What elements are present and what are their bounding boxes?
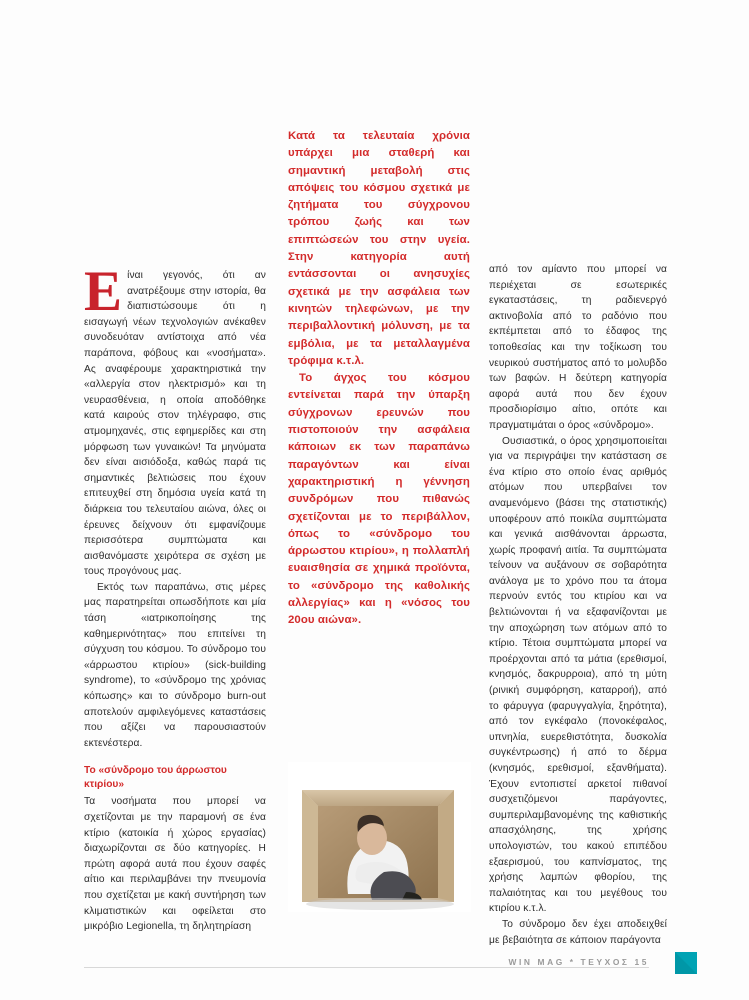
article-photo: [288, 762, 471, 912]
paragraph: Κατά τα τελευταία χρόνια υπάρχει μια σταθερή και σημαντική μεταβολή στις απόψεις του κόσμου σχετικά με ζητήματα του σύγχρονου τρόπου ζωής και των επιπτώσεών του στην υγεία. Στην κατηγορία αυτή εντάσσονται οι ανησυχίες σχετικά με την ασφάλεια των κινητών τηλεφώνων, με την περιβαλλοντική μόλυνση, με τα εμβόλια, με τα μεταλλαγμένα τρόφιμα κ.τ.λ.: [288, 130, 470, 367]
paragraph: Το σύνδρομο δεν έχει αποδειχθεί με βεβαιότητα σε κάποιον παράγοντα: [489, 918, 667, 946]
paragraph: Εκτός των παραπάνω, στις μέρες μας παρατηρείται οπωσδήποτε και μία τάση «ιατρικοποίησης της καθημερινότητας» που επιτείνει τη σύγχυση του κόσμου. Το σύνδρομο του «άρρωστου κτιρίου» (sick-building syndrome), το «σύνδρομο της χρόνιας κόπωσης» και το σύνδρομο burn-out αποτελούν αμφιλεγόμενες καταστάσεις που αξίζει να παρουσιαστούν εκτενέστερα.: [84, 581, 266, 749]
left-column-body: [84, 260, 266, 751]
pullquote-text: [288, 128, 470, 630]
page-footer: [0, 949, 749, 987]
middle-highlight-column: [288, 128, 470, 630]
paragraph: Το άγχος του κόσμου εντείνεται παρά την ύπαρξη σύγχρονων ερευνών που πιστοποιούν την ασφάλεια κάποιων εκ των παραπάνω παραγόντων και είναι χαρακτηριστική η γέννηση συνδρόμων που πιθανώς σχετίζονται με το περιβάλλον, όπως το «σύνδρομο του άρρωστου κτιρίου», η πολλαπλή ευαισθησία σε χημικά προϊόντα, το «σύνδρομο της καθολικής αλλεργίας» και η «νόσος του 20ου αιώνα».: [288, 372, 470, 627]
right-column-body: [489, 262, 667, 948]
paragraph: Τα νοσήματα που μπορεί να σχετίζονται με την παραμονή σε ένα κτίριο (κατοικία ή χώρος εργασίας) διαχωρίζονται σε δύο κατηγορίες. Η πρώτη αφορά αυτά που έχουν σαφές αίτιο και περιλαμβάνει την πνευμονία που σχετίζεται με κακή συντήρηση των κλιματιστικών και οφείλεται στο μικρόβιο Legionella, τη δηλητηρίαση: [84, 796, 266, 933]
left-column-body-continued: [84, 794, 266, 934]
paragraph: από τον αμίαντο που μπορεί να περιέχεται σε εσωτερικές εγκαταστάσεις, τη ραδιενεργό ακτινοβολία από το ραδόνιο που εκπέμπεται από το έδαφος της τοποθεσίας και την τοξίκωση του νευρικού συστήματος από το μολυβδο των βαφών. Η δεύτερη κατηγορία αφορά αυτά που δεν έχουν προσδιορίσιμο αίτιο, οπότε και πραγματιμάται ο όρος «σύνδρομο».: [489, 264, 667, 431]
left-text-column: [84, 260, 266, 935]
footer-label: WIN MAG * ΤΕΥΧΟΣ 15: [508, 957, 649, 967]
paragraph-text: ίναι γεγονός, ότι αν ανατρέξουμε στην ιστορία, θα διαπιστώσουμε ότι η εισαγωγή νέων τεχνολογιών ανέκαθεν συνοδευόταν αντίστοιχα από νέα παράπονα, φόβους και «νοσήματα». Ας αναφέρουμε χαρακτηριστικά την «αλλεργία στον ηλεκτρισμό» και τη νευρασθένεια, η οποία αποδόθηκε κατά καιρούς στον τηλέγραφο, στις ατμομηχανές, στις εφημερίδες και στη μόρφωση των γυναικών! Τα μηνύματα δεν είναι αισιόδοξα, καθώς παρά τις σημαντικές βελτιώσεις που έχουν επιτευχθεί στη δημόσια υγεία κατά τη διάρκεια του τελευταίου αιώνα, όλες οι έρευνες δείχνουν ότι εμφανίζουμε περισσότερα συμπτώματα και αισθανόμαστε χειρότερα σε σχέση με τους προγόνους μας.: [84, 270, 266, 578]
paragraph: Ουσιαστικά, ο όρος χρησιμοποιείται για να περιγράψει την κατάσταση σε ένα κτίριο στο οποίο ένας αριθμός ατόμων που υπερβαίνει τον αναμενόμενο (βάσει της στατιστικής) υποφέρουν από ποικίλα συμπτώματα και γενικά αισθάνονται άρρωστα, χωρίς προφανή αιτία. Τα συμπτώματα τείνουν να αυξάνουν σε σοβαρότητα ανάλογα με το χρόνο που τα άτομα περνούν εντός του κτιρίου και να βελτιώνονται ή να εξαφανίζονται με την αποχώρηση των ατόμων από το κτίριο. Τέτοια συμπτώματα μπορεί να προέρχονται από τα μάτια (ερεθισμοί, κνησμός, δακρυρροια), από τη μύτη (ρινική συμφόρηση, καταρροή), από το φάρυγγα (φαρυγγαλγία, ξηρότητα), από τον εγκέφαλο (πονοκέφαλος, υπνηλία, ευερεθιστότητα, δυσκολία συγκέντρωσης) ή από το δέρμα (κνησμός, ερεθισμοί, εξανθήματα). Έχουν εντοπιστεί αρκετοί πιθανοί συσχετιζόμενοι παράγοντες, συμπεριλαμβανομένης της καθιστικής απασχόλησης, της χρήσης υπολογιστών, του κακού επιπέδου εξαερισμού, του καπνίσματος, της χρήσης λαμπών φθορίου, της παλαιότητας και του μεγέθους του κτιρίου κ.τ.λ.: [489, 435, 667, 915]
paragraph: [84, 260, 266, 580]
section-subheading: Το «σύνδρομο του άρρωστου κτιρίου»: [84, 765, 227, 791]
drop-cap-letter: Ε: [84, 260, 123, 323]
footer-divider: [84, 967, 649, 968]
photo-illustration: [288, 762, 471, 912]
right-text-column: [489, 262, 667, 948]
